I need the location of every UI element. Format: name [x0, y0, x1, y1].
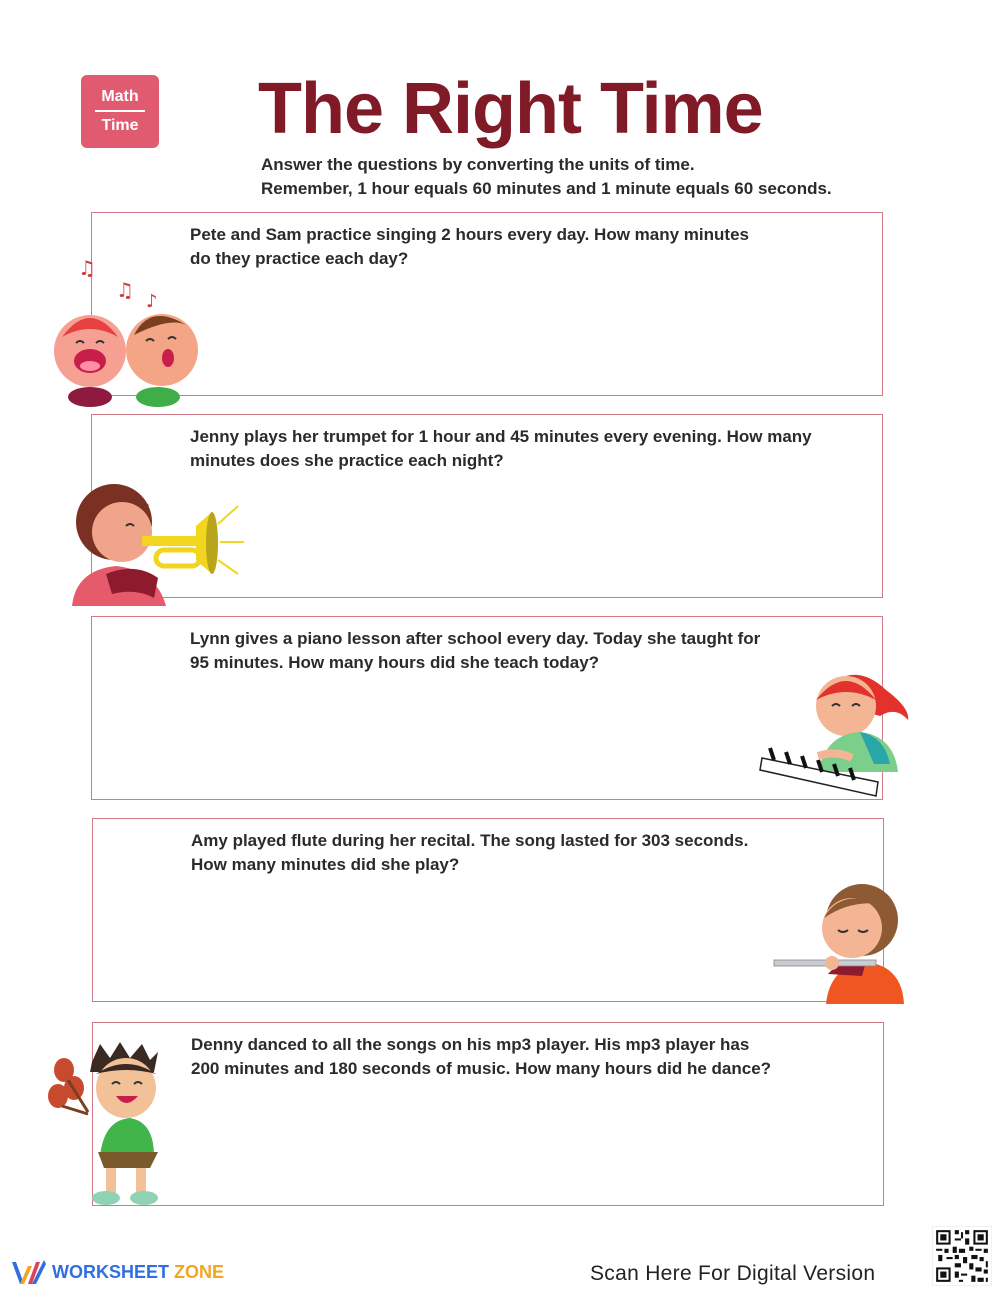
worksheetzone-logo[interactable]: [10, 1258, 224, 1286]
instruction-line: Remember, 1 hour equals 60 minutes and 1 minute equals 60 seconds.: [261, 179, 832, 198]
scan-caption: Scan Here For Digital Version: [590, 1262, 876, 1285]
flute-girl-illustration: [770, 880, 920, 1010]
piano-girl-illustration: [760, 660, 920, 810]
brand-part1: WORKSHEET: [52, 1261, 169, 1282]
instruction-line: Answer the questions by converting the units of time.: [261, 155, 695, 174]
brand-name: [52, 1262, 224, 1283]
question-box: [92, 1022, 884, 1206]
svg-text:♫: ♫: [116, 278, 134, 302]
svg-text:♫: ♫: [78, 256, 96, 280]
badge-line2: Time: [101, 117, 139, 134]
svg-text:♪: ♪: [146, 291, 158, 312]
badge-line1: Math: [101, 88, 139, 105]
question-box: [92, 818, 884, 1002]
worksheetzone-logo-icon: [10, 1258, 46, 1286]
page-title: The Right Time: [258, 69, 763, 149]
question-text: Amy played flute during her recital. The song lasted for 303 seconds. How many minutes did she play?: [191, 831, 749, 874]
question-text: Lynn gives a piano lesson after school every day. Today she taught for 95 minutes. How many hours did she teach today?: [190, 629, 761, 672]
qr-code-icon[interactable]: [932, 1226, 992, 1286]
question-text: Pete and Sam practice singing 2 hours every day. How many minutes do they practice each day?: [190, 225, 749, 268]
brand-part2: ZONE: [174, 1261, 225, 1282]
trumpet-girl-illustration: [66, 470, 246, 610]
question-text: Denny danced to all the songs on his mp3 player. His mp3 player has 200 minutes and 180 seconds of music. How many hours did he dance?: [191, 1035, 772, 1078]
math-time-badge: [81, 75, 159, 148]
badge-divider: [95, 110, 145, 112]
dancing-boy-illustration: [40, 1040, 180, 1210]
instructions: [261, 153, 832, 201]
singing-kids-illustration: [50, 255, 210, 405]
question-text: Jenny plays her trumpet for 1 hour and 45 minutes every evening. How many minutes does she practice each night?: [190, 427, 812, 470]
